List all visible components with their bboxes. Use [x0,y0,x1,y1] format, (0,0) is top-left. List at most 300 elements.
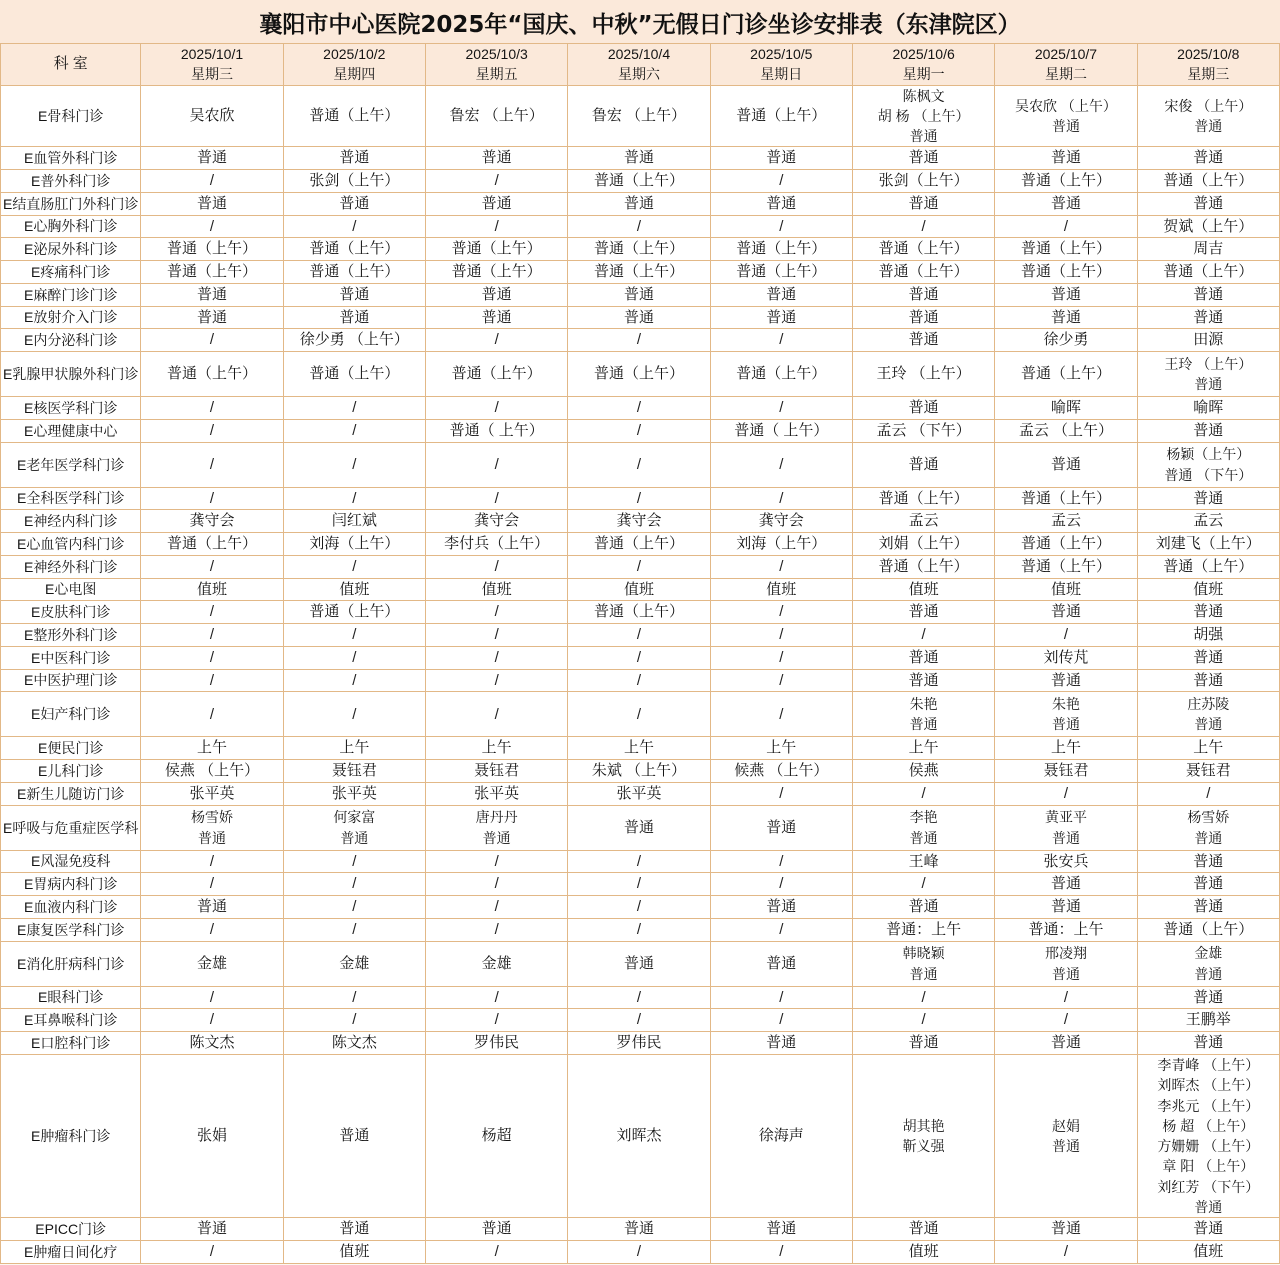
schedule-cell [852,986,994,1009]
schedule-entry: 金雄 [196,954,227,972]
schedule-entry: / [209,626,215,644]
schedule-entry: 普通（上午） [166,240,257,258]
schedule-entry: / [209,399,215,417]
schedule-entry: 刘晖杰 [616,1127,662,1145]
schedule-entry: 韩晓颖 [902,945,945,962]
schedule-entry: 田源 [1193,331,1224,349]
schedule-cell [141,419,283,442]
schedule-cell [852,578,994,601]
schedule-cell [995,442,1137,487]
schedule-entry: 普通（上午） [1020,263,1111,281]
schedule-cell [425,487,567,510]
schedule-cell [1137,329,1279,352]
schedule-entry: 普通 [1050,285,1081,303]
column-header-date-value: 2025/10/2 [323,46,386,62]
schedule-entry: 普通（上午） [166,365,257,383]
schedule-entry: 普通 [908,455,939,473]
schedule-cell [283,1241,425,1264]
schedule-cell [710,918,852,941]
schedule-entry: 宋俊 （上午） [1164,97,1253,114]
schedule-cell [995,941,1137,986]
department-name-cell: E心血管内科门诊 [1,533,141,556]
schedule-entry: 杨雪娇 [1187,809,1230,826]
schedule-entry: 普通 [908,308,939,326]
schedule-entry: / [494,898,499,916]
schedule-cell [568,1218,710,1241]
schedule-cell [568,692,710,737]
schedule-entry: 聂钰君 [331,762,377,780]
schedule-cell [1137,760,1279,783]
schedule-cell [995,192,1137,215]
schedule-entry: 普通 [766,898,797,916]
schedule-cell [852,329,994,352]
schedule-entry: / [494,875,499,893]
schedule-cell [283,873,425,896]
schedule-entry: 普通（上午） [1020,535,1111,553]
table-row [1,760,1280,783]
schedule-cell [283,782,425,805]
column-header-date [425,44,567,86]
schedule-cell [568,850,710,873]
table-row [1,85,1280,147]
schedule-entry: / [494,455,499,473]
schedule-cell [710,873,852,896]
schedule-cell [852,238,994,261]
schedule-entry: / [1206,784,1211,802]
schedule-entry: / [921,626,926,644]
schedule-entry: 聂钰君 [474,762,520,780]
schedule-entry: 普通 [1193,285,1224,303]
schedule-cell [425,1241,567,1264]
schedule-entry: / [1063,1243,1069,1261]
schedule-entry: / [779,852,784,870]
schedule-cell [141,850,283,873]
schedule-entry: 普通 [1050,898,1081,916]
column-header-weekday: 星期三 [190,66,233,83]
schedule-cell [852,419,994,442]
schedule-entry: 普通 [1193,875,1224,893]
schedule-entry: 刘传芃 [1043,648,1089,666]
schedule-entry: 普通 [623,149,654,167]
schedule-cell [568,192,710,215]
schedule-entry: / [636,875,642,893]
schedule-entry: / [352,898,357,916]
schedule-cell [141,442,283,487]
schedule-entry: 普通 [1193,149,1224,167]
schedule-entry: / [352,626,357,644]
schedule-cell [1137,918,1279,941]
schedule-cell [568,646,710,669]
schedule-entry: / [779,784,784,802]
schedule-cell [141,261,283,284]
schedule-cell [852,170,994,193]
schedule-cell [425,873,567,896]
schedule-cell [710,329,852,352]
schedule-cell [710,1009,852,1032]
schedule-entry: 普通 [1194,829,1223,846]
table-row [1,873,1280,896]
column-header-date [995,44,1137,86]
schedule-entry: / [352,852,357,870]
schedule-entry: 普通 [766,308,797,326]
schedule-cell [852,1054,994,1217]
schedule-entry: 普通 [1051,829,1080,846]
schedule-cell [283,510,425,533]
schedule-entry: 普通 [766,149,797,167]
schedule-cell [1137,419,1279,442]
column-header-weekday: 星期六 [617,66,660,83]
schedule-entry: 普通（上午） [451,365,542,383]
schedule-cell [852,692,994,737]
schedule-cell [1137,873,1279,896]
schedule-entry: 普通 [623,954,654,972]
schedule-cell [852,147,994,170]
schedule-entry: 值班 [339,1243,370,1261]
schedule-entry: / [1063,784,1069,802]
schedule-cell [995,1054,1137,1217]
schedule-cell [1137,170,1279,193]
schedule-entry: / [636,421,642,439]
schedule-cell [141,646,283,669]
department-name-cell: EPICC门诊 [1,1218,141,1241]
schedule-entry: 侯燕 （上午） [164,762,260,780]
schedule-cell [852,646,994,669]
department-name-cell: E口腔科门诊 [1,1032,141,1055]
schedule-entry: 普通 [339,285,370,303]
schedule-cell [852,533,994,556]
schedule-cell [710,533,852,556]
schedule-cell [141,170,283,193]
schedule-cell [852,737,994,760]
schedule-cell [568,1009,710,1032]
schedule-cell [995,1218,1137,1241]
table-row [1,1054,1280,1217]
schedule-entry: 普通（上午） [593,263,684,281]
schedule-entry: / [352,1011,357,1029]
schedule-entry: 普通（上午） [1163,172,1254,190]
schedule-cell [568,397,710,420]
schedule-entry: / [779,705,784,723]
schedule-cell [283,692,425,737]
schedule-cell [425,669,567,692]
schedule-entry: 普通（上午） [1020,172,1111,190]
column-header-date-value: 2025/10/6 [892,46,955,62]
schedule-entry: 普通（上午） [1163,557,1254,575]
table-row [1,805,1280,850]
schedule-entry: 王鹏举 [1185,1011,1231,1029]
schedule-cell [710,760,852,783]
schedule-entry: 龚守会 [616,512,662,530]
schedule-entry: 普通 （下午） [1164,466,1253,483]
schedule-entry: / [636,331,642,349]
schedule-entry: / [209,421,215,439]
column-header-department: 科 室 [1,44,141,86]
schedule-entry: 普通（上午） [878,240,969,258]
schedule-table [0,43,1280,1264]
schedule-entry: 陈文杰 [189,1034,235,1052]
schedule-cell [1137,85,1279,147]
schedule-cell [568,896,710,919]
schedule-cell [568,283,710,306]
schedule-entry: 普通（上午） [593,535,684,553]
schedule-entry: / [636,1011,642,1029]
schedule-entry: 闫红斌 [331,512,377,530]
schedule-entry: 普通：上午 [1028,920,1104,938]
schedule-cell [141,873,283,896]
schedule-entry: / [494,705,499,723]
schedule-cell [710,85,852,147]
table-row [1,941,1280,986]
schedule-cell [995,306,1137,329]
schedule-entry: 普通 [1193,489,1224,507]
schedule-entry: 普通 [481,285,512,303]
schedule-cell [141,1241,283,1264]
schedule-cell [283,238,425,261]
schedule-entry: 普通 [1050,603,1081,621]
schedule-cell [852,1241,994,1264]
schedule-cell [141,805,283,850]
schedule-entry: 普通 [766,194,797,212]
table-row [1,1009,1280,1032]
schedule-cell [425,442,567,487]
schedule-cell [568,941,710,986]
schedule-entry: / [779,557,784,575]
schedule-entry: 罗伟民 [616,1034,662,1052]
schedule-cell [995,510,1137,533]
schedule-entry: / [779,875,784,893]
department-name-cell: E肿瘤科门诊 [1,1054,141,1217]
schedule-entry: 徐少勇 [1043,331,1089,349]
column-header-weekday: 星期二 [1044,66,1087,83]
schedule-cell [995,1009,1137,1032]
schedule-entry: 普通 [196,194,227,212]
schedule-cell [283,578,425,601]
schedule-entry: 刘红芳 （下午） [1157,1178,1260,1195]
schedule-cell [995,147,1137,170]
schedule-cell [1137,646,1279,669]
schedule-entry: 普通 [623,194,654,212]
schedule-entry: 何家富 [333,809,376,826]
schedule-cell [283,85,425,147]
department-name-cell: E耳鼻喉科门诊 [1,1009,141,1032]
schedule-entry: 普通（上午） [736,263,827,281]
schedule-cell [710,419,852,442]
schedule-cell [283,896,425,919]
schedule-cell [995,760,1137,783]
schedule-cell [425,352,567,397]
schedule-cell [1137,261,1279,284]
schedule-entry: / [209,875,215,893]
schedule-entry: 刘海（上午） [736,535,827,553]
schedule-entry: 普通 [196,1220,227,1238]
schedule-cell [852,918,994,941]
column-header-date-value: 2025/10/3 [465,46,528,62]
schedule-cell [852,487,994,510]
table-row [1,1241,1280,1264]
schedule-entry: 喻晖 [1193,399,1224,417]
schedule-entry: 鲁宏 （上午） [449,107,544,125]
table-row [1,646,1280,669]
schedule-cell [710,397,852,420]
department-name-cell: E麻醉门诊门诊 [1,283,141,306]
department-name-cell: E放射介入门诊 [1,306,141,329]
schedule-cell [1137,692,1279,737]
department-name-cell: E消化肝病科门诊 [1,941,141,986]
schedule-entry: / [494,172,499,190]
schedule-entry: / [1063,217,1069,235]
schedule-cell [568,737,710,760]
schedule-cell [1137,192,1279,215]
schedule-entry: 普通（ 上午） [449,421,544,439]
schedule-cell [283,533,425,556]
column-header-date [852,44,994,86]
schedule-cell [425,147,567,170]
column-header-date-value: 2025/10/8 [1177,46,1240,62]
column-header-date [568,44,710,86]
schedule-cell [995,329,1137,352]
schedule-cell [568,533,710,556]
schedule-entry: 黄亚平 [1044,809,1087,826]
schedule-cell [425,624,567,647]
table-row [1,555,1280,578]
schedule-entry: / [352,455,357,473]
schedule-cell [995,805,1137,850]
schedule-entry: 普通 [196,308,227,326]
schedule-entry: 普通 [1050,671,1081,689]
schedule-cell [141,782,283,805]
table-row [1,192,1280,215]
schedule-cell [425,85,567,147]
table-row [1,238,1280,261]
schedule-entry: 普通 [481,308,512,326]
department-name-cell: E神经外科门诊 [1,555,141,578]
schedule-cell [1137,986,1279,1009]
department-name-cell: E普外科门诊 [1,170,141,193]
schedule-cell [1137,850,1279,873]
schedule-entry: 普通 [340,829,369,846]
schedule-cell [141,85,283,147]
department-name-cell: E结直肠肛门外科门诊 [1,192,141,215]
schedule-cell [710,737,852,760]
table-row [1,329,1280,352]
schedule-cell [852,850,994,873]
schedule-cell [425,692,567,737]
schedule-cell [568,329,710,352]
schedule-entry: 普通 [909,716,938,733]
schedule-entry: 值班 [196,580,227,598]
schedule-cell [710,283,852,306]
schedule-entry: 普通：上午 [886,920,962,938]
schedule-cell [283,555,425,578]
schedule-entry: / [921,217,926,235]
column-header-date-value: 2025/10/4 [607,46,671,62]
schedule-entry: 普通（上午） [1020,365,1111,383]
schedule-cell [852,669,994,692]
schedule-cell [283,170,425,193]
schedule-cell [710,170,852,193]
schedule-cell [710,941,852,986]
schedule-cell [283,850,425,873]
schedule-cell [1137,306,1279,329]
schedule-cell [141,238,283,261]
schedule-entry: 普通 [1050,1034,1081,1052]
schedule-entry: 普通 [908,149,939,167]
schedule-cell [710,1218,852,1241]
schedule-cell [710,442,852,487]
schedule-entry: / [352,217,357,235]
department-name-cell: E中医护理门诊 [1,669,141,692]
schedule-cell [568,1241,710,1264]
schedule-cell [568,624,710,647]
schedule-entry: / [636,557,642,575]
schedule-entry: / [209,1243,215,1261]
schedule-cell [852,896,994,919]
table-row [1,669,1280,692]
schedule-entry: 普通（上午） [309,240,400,258]
department-name-cell: E风湿免疫科 [1,850,141,873]
schedule-cell [283,1009,425,1032]
schedule-cell [141,487,283,510]
schedule-cell [852,85,994,147]
schedule-entry: / [494,671,499,689]
schedule-entry: 金雄 [481,954,512,972]
schedule-cell [283,760,425,783]
schedule-cell [568,238,710,261]
department-name-cell: E血管外科门诊 [1,147,141,170]
schedule-entry: 普通 [197,829,226,846]
department-name-cell: E儿科门诊 [1,760,141,783]
schedule-entry: / [921,875,926,893]
schedule-entry: 普通 [766,285,797,303]
schedule-cell [1137,1241,1279,1264]
schedule-entry: 刘海（上午） [309,535,400,553]
schedule-cell [1137,397,1279,420]
schedule-cell [141,510,283,533]
department-name-cell: E新生儿随访门诊 [1,782,141,805]
schedule-cell [141,555,283,578]
column-header-date [710,44,852,86]
schedule-entry: 普通 [1051,1138,1080,1155]
schedule-cell [568,578,710,601]
schedule-cell [710,352,852,397]
schedule-cell [1137,782,1279,805]
schedule-entry: 普通（上午） [878,489,969,507]
schedule-entry: 普通 [481,149,512,167]
schedule-cell [425,805,567,850]
table-row [1,261,1280,284]
schedule-entry: / [779,331,784,349]
schedule-cell [995,850,1137,873]
schedule-cell [852,873,994,896]
schedule-cell [710,850,852,873]
schedule-cell [995,419,1137,442]
schedule-entry: / [779,1243,784,1261]
schedule-cell [425,555,567,578]
schedule-entry: / [494,489,499,507]
schedule-cell [568,170,710,193]
schedule-cell [425,192,567,215]
schedule-entry: / [779,489,784,507]
department-name-cell: E内分泌科门诊 [1,329,141,352]
schedule-entry: 普通（上午） [736,240,827,258]
schedule-cell [995,624,1137,647]
schedule-entry: 徐海声 [758,1127,804,1145]
department-name-cell: E胃病内科门诊 [1,873,141,896]
schedule-entry: 普通（上午） [309,365,400,383]
schedule-entry: / [636,988,642,1006]
schedule-cell [141,1009,283,1032]
schedule-entry: / [352,705,357,723]
